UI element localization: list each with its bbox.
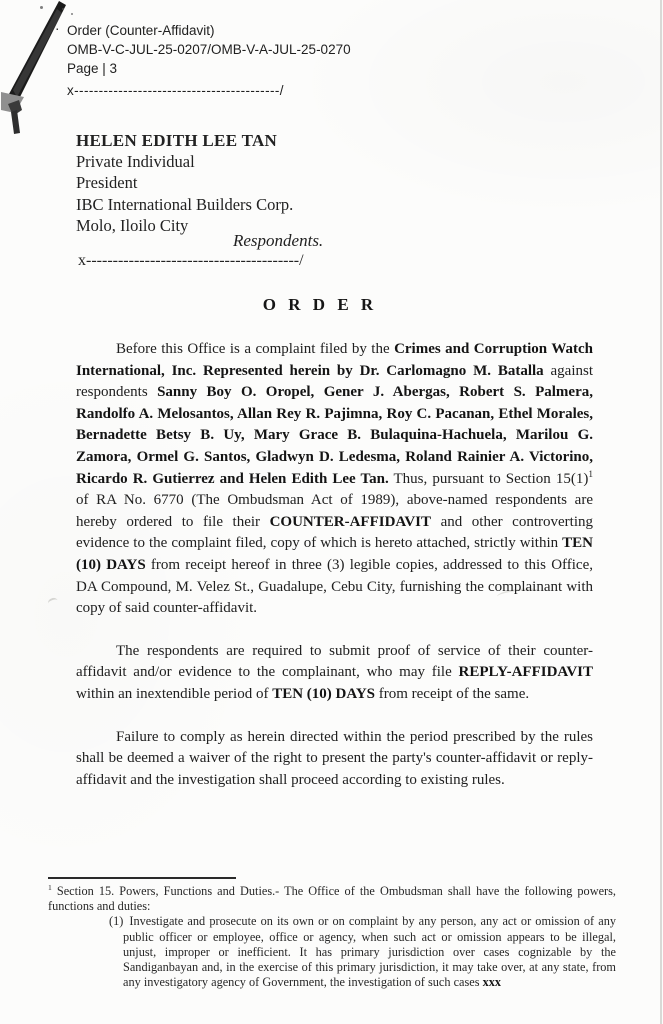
respondent-company: IBC International Builders Corp. [76,194,294,214]
text-segment: TEN (10) DAYS [272,685,375,702]
text-segment: from receipt hereof in three (3) legible copies, addressed to this Office, DA Compound, M. Velez St., Guadalupe, Cebu City, furnishing the complainant with copy of said counter-affidavit. [76,556,594,617]
document-header [55,21,351,100]
document-type-line [55,21,351,40]
respondent-address: Molo, Iloilo City [76,215,189,235]
text-segment: Before this Office is a complaint filed by the [116,341,395,357]
text-segment: and other controverting evidence to the complaint filed, copy of which is hereto attached, strictly within [76,513,593,552]
text-segment: The respondents are required to submit proof of service of their counter-affidavit and/or evidence to the complainant, who may file [76,642,593,681]
document-type: Order (Counter-Affidavit) [67,23,215,38]
footnote-separator [48,877,236,879]
order-title: O R D E R [262,295,378,314]
bullet-mark: · [55,21,60,36]
order-paragraph-2 [76,641,593,706]
text-segment: from receipt of the same. [375,685,530,702]
text-segment: REPLY-AFFIDAVIT [458,664,593,681]
order-body [76,339,593,812]
order-paragraph-1 [76,339,593,620]
case-numbers: OMB-V-C-JUL-25-0207/OMB-V-A-JUL-25-0270 [67,42,351,57]
scan-speck [62,8,64,10]
text-segment: COUNTER-AFFIDAVIT [269,513,431,530]
respondent-position: President [76,173,138,193]
footnote-marker: 1 [48,882,52,892]
footnote-intro-text: Section 15. Powers, Functions and Duties.- The Office of the Ombudsman shall have the following powers, functions and duties: [48,884,616,914]
footnote-item-marker: (1) [109,914,124,929]
text-segment: against respondents [76,362,593,401]
footnote [48,884,616,990]
footnote-item-suffix: xxx [482,975,502,990]
scan-page-edge [660,0,662,1024]
scan-speck [40,6,43,9]
text-segment: Failure to comply as herein directed within the period prescribed by the rules shall be deemed a waiver of the right to present the party's counter-affidavit or reply-affidavit and the investigation shall proceed according to existing rules. [76,728,593,788]
page-number: Page | 3 [67,61,118,76]
text-segment: 1 [588,469,593,480]
respondent-block [76,130,293,236]
header-separator: x------------------------------------------/ [67,83,284,98]
respondent-description: Private Individual [76,152,195,172]
party-designation: Respondents. [233,231,324,250]
text-segment: Thus, pursuant to Section 15(1) [388,470,589,487]
text-segment: Sanny Boy O. Oropel, Gener J. Abergas, Robert S. Palmera, Randolfo A. Melosantos, Allan Rey R. Pajimna, Roy C. Pacanan, Ethel Morales, Bernadette Betsy B. Uy, Mary Grace B. Bulaquina-Hachuela, Marilou G. Zamora, Ormel G. Santos, Gladwyn D. Ledesma, Roland Rainier A. Victorino, Ricardo R. Gutierrez and Helen Edith Lee Tan. [76,384,593,487]
footnote-item [48,914,616,990]
text-segment: within an inextendible period of [76,685,273,702]
pencil-mark [47,597,59,608]
text-segment: TEN (10) DAYS [76,535,593,573]
respondent-name: HELEN EDITH LEE TAN [76,131,278,150]
order-paragraph-3 [76,727,593,792]
text-segment: of RA No. 6770 (The Ombudsman Act of 1989), above-named respondents are hereby ordered to file their [76,492,593,530]
respondent-separator: x----------------------------------------/ [78,252,304,269]
scan-speck [71,13,73,15]
footnote-intro [48,884,616,914]
footnote-item-text: Investigate and prosecute on its own or on complaint by any person, any act or omission of any public officer or employee, office or agency, when such act or omission appears to be illegal, unjust, improper or inefficient. It has primary jurisdiction over cases cognizable by the Sandiganbayan and, in the exercise of this primary jurisdiction, it may take over, at any state, from any investigatory agency of Government, the investigation of such cases [123,914,616,990]
text-segment: Crimes and Corruption Watch International, Inc. Represented herein by Dr. Carlomagno M. Batalla [76,341,593,379]
